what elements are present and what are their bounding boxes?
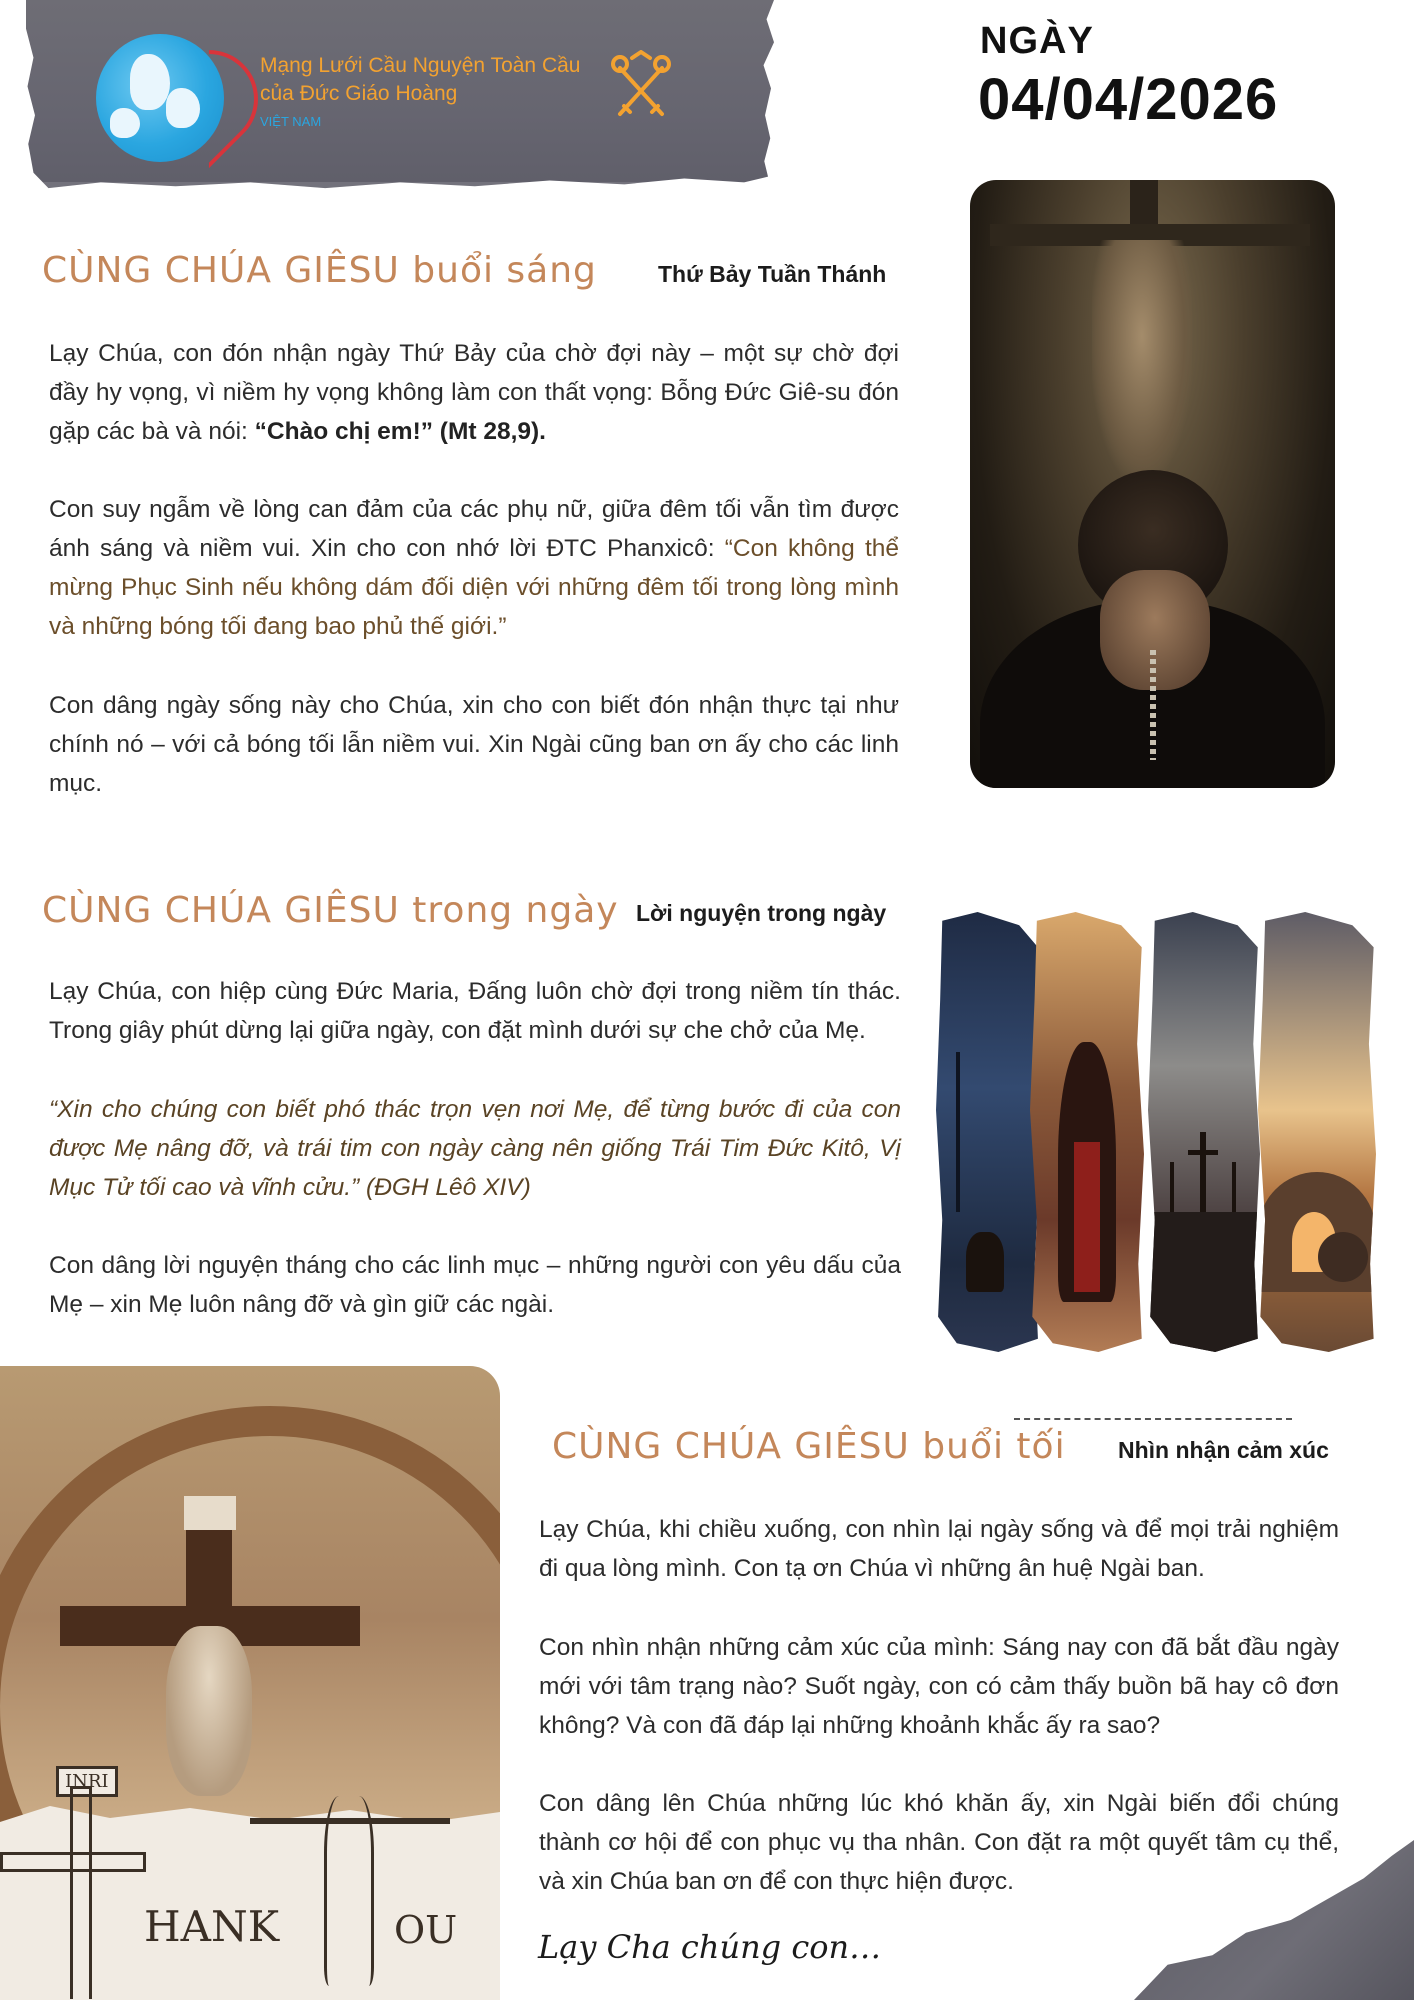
evening-paragraph-2: Con nhìn nhận những cảm xúc của mình: Sáng nay con đã bắt đầu ngày mới với tâm trạng nào? Suốt ngày, con có cảm thấy buồn bã hay cô đơn không? Và con đã đáp lại những khoảnh khắc ấy ra sao? [539, 1634, 1339, 1739]
midday-paragraph-3: Con dâng lời nguyện tháng cho các linh mục – những người con yêu dấu của Mẹ – xin Mẹ luôn nâng đỡ và gìn giữ các ngài. [49, 1252, 901, 1318]
sketch-inri-label: INRI [56, 1766, 118, 1797]
christ-robe-strip [1030, 912, 1144, 1352]
organization-name: Mạng Lưới Cầu Nguyện Toàn Cầu của Đức Giáo Hoàng [260, 54, 581, 105]
sketch-christ-figure [324, 1796, 374, 1986]
midday-title: CÙNG CHÚA GIÊSU trong ngày [42, 890, 619, 931]
morning-title: CÙNG CHÚA GIÊSU buổi sáng [42, 250, 597, 291]
date-label: NGÀY [980, 20, 1094, 62]
morning-subtitle: Thứ Bảy Tuần Thánh [658, 261, 887, 287]
empty-tomb-strip [1258, 912, 1376, 1352]
sign-off-our-father: Lạy Cha chúng con… [538, 1928, 882, 1966]
morning-paragraph-3: Con dâng ngày sống này cho Chúa, xin cho con biết đón nhận thực tại như chính nó – với cả bóng tối lẫn niềm vui. Xin Ngài cũng ban ơn ấy cho các linh mục. [49, 692, 899, 797]
evening-paragraph-3: Con dâng lên Chúa những lúc khó khăn ấy, xin Ngài biến đổi chúng thành cơ hội để con phục vụ tha nhân. Con đặt ra một quyết tâm cụ thể, và xin Chúa ban ơn để con thực hiện được. [539, 1790, 1339, 1895]
divider-dashed [1014, 1418, 1292, 1420]
garden-prayer-strip [936, 912, 1040, 1352]
sketch-thank-text: HANK [144, 1902, 280, 1951]
papal-keys-icon [610, 50, 672, 124]
date-value: 04/04/2026 [978, 67, 1279, 132]
midday-subtitle: Lời nguyện trong ngày [636, 900, 887, 926]
evening-title: CÙNG CHÚA GIÊSU buổi tối [552, 1426, 1066, 1467]
midday-paragraph-2: “Xin cho chúng con biết phó thác trọn vẹn nơi Mẹ, để từng bước đi của con được Mẹ nâng đỡ, và trái tim con ngày càng nên giống Trái Tim Đức Kitô, Vị Mục Tử tối cao và vĩnh cửu.” (ĐGH Lêô XIV) [49, 1096, 901, 1201]
sketch-crossbar-icon [0, 1852, 146, 1872]
crucifix-thank-you-photo [0, 1366, 500, 2000]
midday-paragraph-1: Lạy Chúa, con hiệp cùng Đức Maria, Đấng luôn chờ đợi trong niềm tín thác. Trong giây phút dừng lại giữa ngày, con đặt mình dưới sự che chở của Mẹ. [49, 978, 901, 1044]
sketch-cross-icon [70, 1786, 92, 1999]
morning-paragraph-2: Con suy ngẫm về lòng can đảm của các phụ nữ, giữa đêm tối vẫn tìm được ánh sáng và niềm vui. Xin cho con nhớ lời ĐTC Phanxicô: “Con không thể mừng Phục Sinh nếu không dám đối diện với những đêm tối trong lòng mình và những bóng tối đang bao phủ thế giới.” [49, 496, 899, 640]
evening-subtitle: Nhìn nhận cảm xúc [1118, 1437, 1329, 1463]
three-crosses-strip [1148, 912, 1260, 1352]
organization-country: VIỆT NAM [260, 114, 322, 129]
evening-paragraph-1: Lạy Chúa, khi chiều xuống, con nhìn lại ngày sống và để mọi trải nghiệm đi qua lòng mình. Con tạ ơn Chúa vì những ân huệ Ngài ban. [539, 1516, 1339, 1582]
morning-paragraph-1: Lạy Chúa, con đón nhận ngày Thứ Bảy của chờ đợi này – một sự chờ đợi đầy hy vọng, vì niềm hy vọng không làm con thất vọng: Bỗng Đức Giê-su đón gặp các bà và nói: “Chào chị em!” (Mt 28,9). [49, 340, 899, 445]
sketch-you-text: OU [394, 1908, 458, 1952]
praying-man-crucifix-photo [970, 180, 1335, 788]
